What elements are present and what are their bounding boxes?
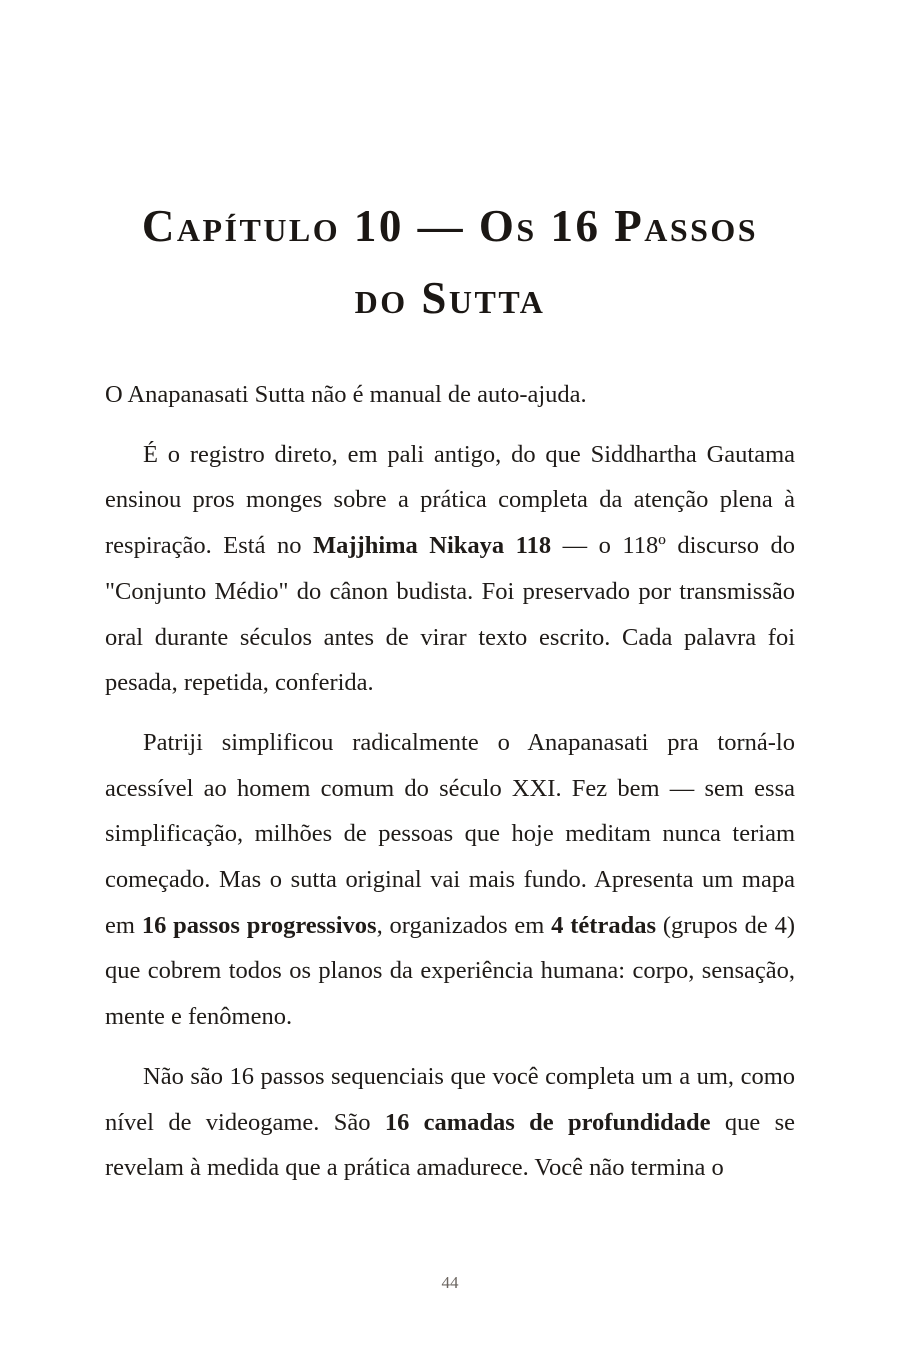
chapter-title-line-2: do Sutta [354,273,546,323]
paragraph-4-text-a: Não são 16 passos sequenciais que você completa um a um, como nível de videogame. São [105,1062,795,1136]
page-number: 44 [441,1273,459,1292]
paragraph-4-text-b: que se revelam à medida que a prática amadurece. Você não termina o [105,1108,795,1182]
chapter-body [105,372,795,1205]
paragraph-3-text-a: Patriji simplificou radicalmente o Anapanasati pra torná-lo acessível ao homem comum do século XXI. Fez bem — sem essa simplificação, milhões de pessoas que hoje meditam nunca teriam começado. Mas o sutta original vai mais fundo. Apresenta um mapa em [105,728,795,939]
paragraph-4-bold: 16 camadas de profundidade [384,1108,711,1136]
paragraph-2-text-b: — o 118º discurso do "Conjunto Médio" do cânon budista. Foi preservado por transmissão oral durante séculos antes de virar texto escrito. Cada palavra foi pesada, repetida, conferida. [105,532,795,697]
chapter-title [105,190,795,334]
paragraph-4 [105,1054,795,1191]
chapter-title-line-1: Capítulo 10 — Os 16 Passos [141,201,759,251]
paragraph-3-text-b: , organizados em [376,911,552,939]
paragraph-3 [105,720,795,1040]
paragraph-2 [105,432,795,706]
paragraph-2-bold: Majjhima Nikaya 118 [313,532,552,560]
paragraph-1: O Anapanasati Sutta não é manual de auto-ajuda. [105,381,587,408]
paragraph-3-text-c: (grupos de 4) que cobrem todos os planos da experiência humana: corpo, sensação, mente e fenômeno. [105,911,795,1031]
paragraph-3-bold-2: 4 tétradas [551,911,656,939]
paragraph-3-bold-1: 16 passos progressivos [141,911,377,939]
paragraph-2-text-a: É o registro direto, em pali antigo, do que Siddhartha Gautama ensinou pros monges sobre a prática completa da atenção plena à respiração. Está no [105,440,795,560]
